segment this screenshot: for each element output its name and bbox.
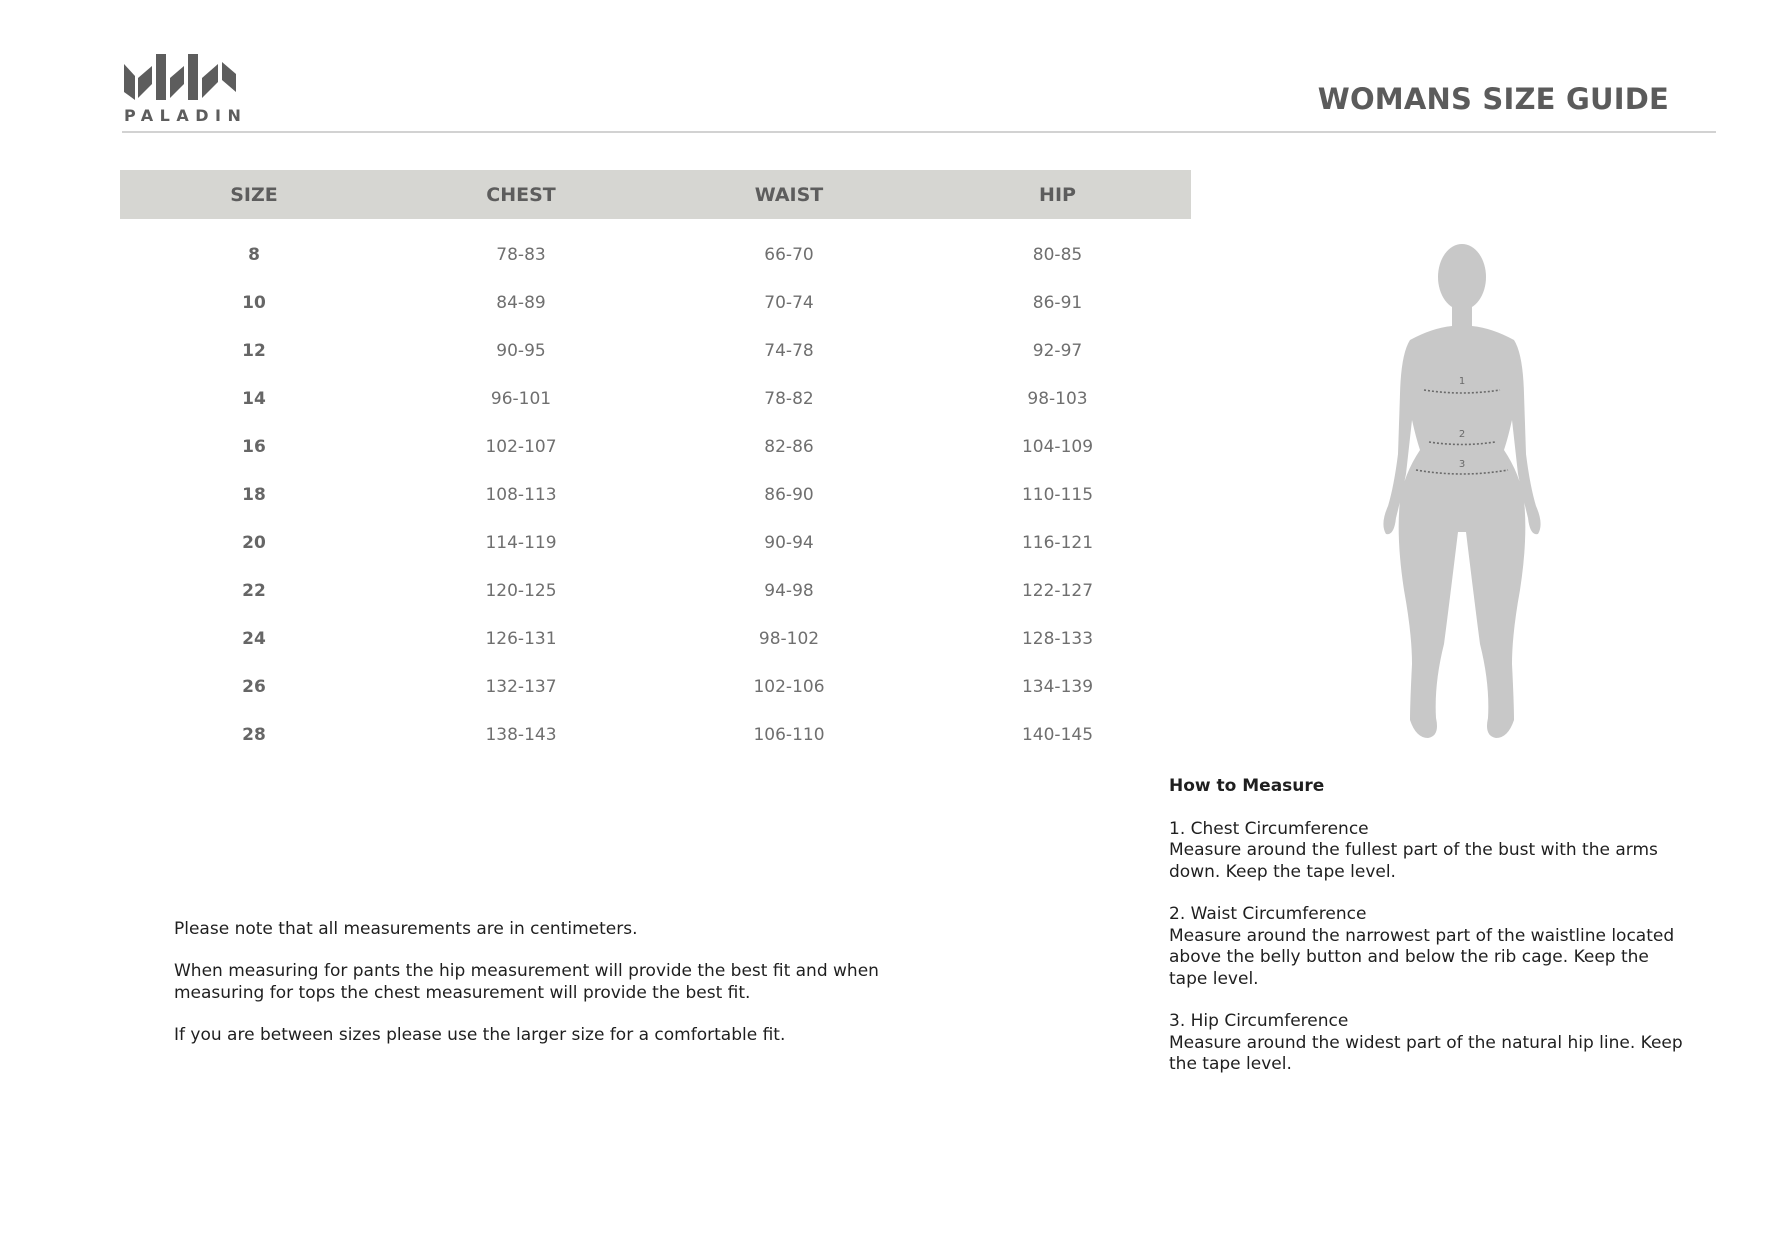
chest-value: 90-95: [496, 341, 546, 361]
measure-step-waist: [1169, 904, 1689, 990]
chest-value: 120-125: [485, 581, 557, 601]
measurement-figure: [1380, 244, 1544, 742]
table-row: [120, 711, 1191, 759]
hip-value: 98-103: [1027, 389, 1088, 409]
column-header-chest: CHEST: [388, 170, 654, 219]
hip-value: 92-97: [1032, 341, 1083, 361]
brand-name: PALADIN: [124, 106, 248, 125]
table-header-row: [120, 170, 1191, 219]
size-value: 22: [242, 581, 266, 601]
table-row: [120, 327, 1191, 375]
measure-step-chest: [1169, 819, 1689, 884]
note-fit: When measuring for pants the hip measurement will provide the best fit and when measuring for tops the chest measurement will provide the best fit.: [174, 961, 879, 1003]
size-value: 20: [242, 533, 266, 553]
size-value: 26: [242, 677, 266, 697]
size-value: 28: [242, 725, 266, 745]
paladin-logo: [122, 52, 246, 128]
table-row: [120, 423, 1191, 471]
measure-step-hip: [1169, 1011, 1689, 1076]
hip-value: 134-139: [1021, 677, 1094, 697]
table-row: [120, 615, 1191, 663]
female-body-silhouette-icon: [1380, 244, 1544, 742]
hip-value: 128-133: [1021, 629, 1094, 649]
hip-value: 116-121: [1021, 533, 1094, 553]
step-text: Measure around the fullest part of the bust with the arms down. Keep the tape level.: [1169, 840, 1658, 882]
size-value: 10: [242, 293, 266, 313]
waist-value: 66-70: [764, 245, 814, 265]
size-value: 16: [242, 437, 266, 457]
size-value: 24: [242, 629, 266, 649]
waist-value: 86-90: [764, 485, 814, 505]
hip-value: 110-115: [1021, 485, 1094, 505]
step-text: Measure around the widest part of the natural hip line. Keep the tape level.: [1169, 1032, 1683, 1074]
waist-value: 90-94: [764, 533, 814, 553]
waist-value: 102-106: [753, 677, 825, 697]
how-to-measure-section: [1169, 776, 1689, 1097]
size-table: [120, 170, 1191, 759]
chest-value: 78-83: [496, 245, 546, 265]
page-title: WOMANS SIZE GUIDE: [1317, 82, 1669, 116]
waist-marker: 2: [1458, 429, 1466, 440]
table-row: [120, 471, 1191, 519]
note-units: Please note that all measurements are in centimeters.: [174, 919, 638, 939]
column-header-waist: WAIST: [654, 170, 924, 219]
header-divider: [122, 131, 1716, 133]
column-header-size: SIZE: [120, 170, 388, 219]
table-row: [120, 279, 1191, 327]
table-row: [120, 519, 1191, 567]
chest-marker: 1: [1458, 376, 1466, 387]
notes-section: [174, 918, 934, 1066]
step-text: Measure around the narrowest part of the waistline located above the belly button and below the rib cage. Keep the tape level.: [1169, 925, 1675, 989]
waist-value: 94-98: [764, 581, 814, 601]
chest-value: 132-137: [485, 677, 557, 697]
hip-value: 140-145: [1021, 725, 1094, 745]
waist-value: 106-110: [753, 725, 825, 745]
hip-value: 104-109: [1021, 437, 1094, 457]
hip-value: 122-127: [1021, 581, 1094, 601]
hip-value: 80-85: [1032, 245, 1083, 265]
chest-value: 84-89: [496, 293, 546, 313]
how-to-measure-heading: How to Measure: [1169, 776, 1325, 796]
step-title: 3. Hip Circumference: [1169, 1011, 1349, 1031]
waist-value: 70-74: [764, 293, 814, 313]
waist-value: 98-102: [758, 629, 820, 649]
chest-value: 108-113: [485, 485, 557, 505]
hip-value: 86-91: [1032, 293, 1083, 313]
size-value: 18: [242, 485, 266, 505]
note-between-sizes: If you are between sizes please use the larger size for a comfortable fit.: [174, 1025, 786, 1045]
paladin-logo-mark-icon: [122, 52, 246, 104]
waist-value: 74-78: [764, 341, 814, 361]
waist-value: 78-82: [764, 389, 814, 409]
chest-value: 126-131: [485, 629, 557, 649]
table-row: [120, 567, 1191, 615]
chest-value: 138-143: [485, 725, 557, 745]
size-value: 14: [242, 389, 266, 409]
chest-value: 96-101: [490, 389, 552, 409]
table-row: [120, 663, 1191, 711]
size-value: 12: [242, 341, 266, 361]
chest-value: 114-119: [485, 533, 557, 553]
size-value: 8: [248, 245, 260, 265]
column-header-hip: HIP: [924, 170, 1191, 219]
table-row: [120, 375, 1191, 423]
chest-value: 102-107: [485, 437, 557, 457]
step-title: 1. Chest Circumference: [1169, 818, 1369, 839]
hip-marker: 3: [1458, 459, 1466, 470]
table-row: [120, 219, 1191, 279]
waist-value: 82-86: [764, 437, 814, 457]
step-title: 2. Waist Circumference: [1169, 904, 1367, 924]
